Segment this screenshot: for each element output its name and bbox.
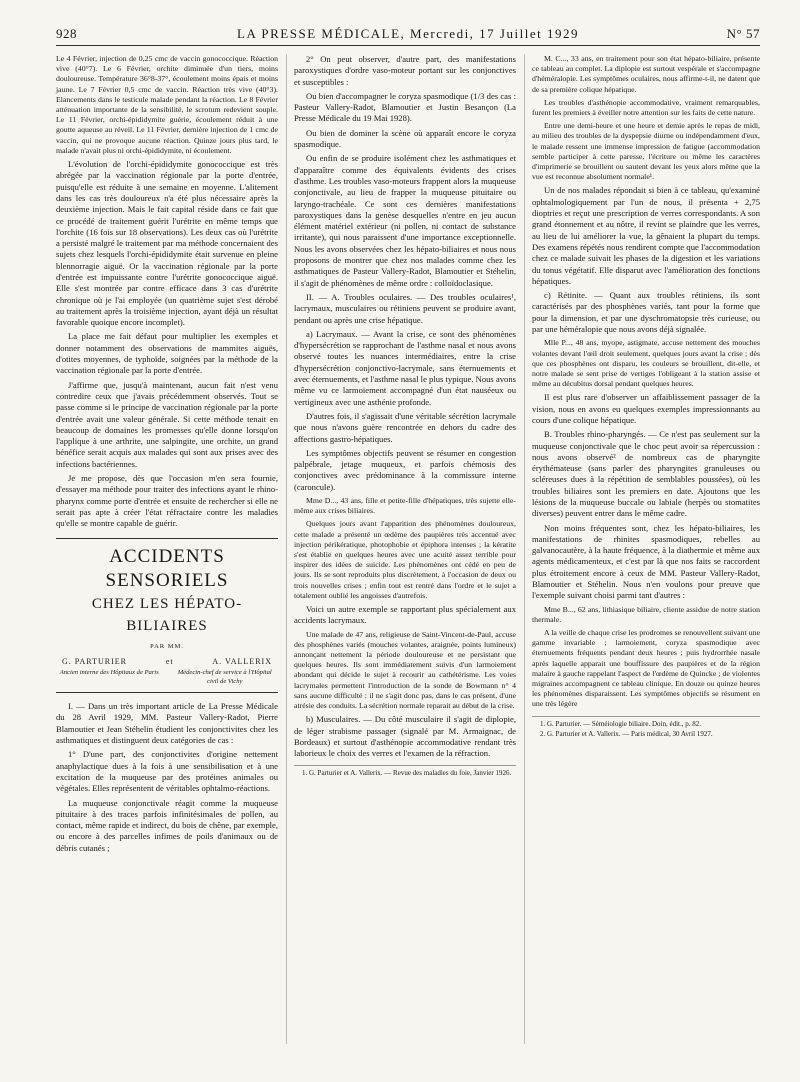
case-report: A la veille de chaque crise les prodromes se renouvellent suivant une gamme invariable ; larmoiement, coryza spasmodique avec éternuements fréquents pendant deux heures ; puis hydrorrhée nasale après laquelle apparait une bouffissure des paupières et de la région malaire à gauche rappelant l'aspect de l'œdème de Quincke ; de violentes migraines accompagnent ce tableau clinique. En douze ou quinze heures les phénomènes disparaissent. Les symptômes objectifs se résument en une très légère xyxy=(532,628,760,709)
column-3 xyxy=(532,54,760,740)
paragraph: Les symptômes objectifs peuvent se résumer en congestion palpébrale, jetage muqueux, et parfois chémosis des conjonctives avec prédominance à la commissure interne (caroncule). xyxy=(294,447,516,492)
paragraph: Ou bien d'accompagner le coryza spasmodique (1/3 des cas : Pasteur Vallery-Radot, Blamoutier et Justin Besançon (La Presse Médicale du 19 Mai 1928). xyxy=(294,90,516,124)
page-number: 928 xyxy=(56,26,77,41)
case-report: Les troubles d'asthénopie accommodative, vraiment remarquables, furent les premiers à éveiller notre attention sur les faits de cette nature. xyxy=(532,97,760,118)
paragraph: Il est plus rare d'observer un affaiblissement passager de la vision, nous en avons eu quelques exemples impressionnants au cours d'une colique hépatique. xyxy=(532,392,760,425)
paragraph: 1° D'une part, des conjonctivites d'origine nettement anaphylactique dues à la fois à une sensibilisation et à une excitation de la muqueuse par des protéines animales ou végétales. Elles représentent de véritables ophtalmo-réactions. xyxy=(56,749,278,794)
paragraph: D'autres fois, il s'agissait d'une véritable sécrétion lacrymale que nous n'avons guère rencontrée en dehors du cadre des affections gastro-hépatiques. xyxy=(294,410,516,444)
author-1: G. PARTURIER xyxy=(62,656,128,666)
case-report: Le 4 Février, injection de 0,25 cmc de vaccin gonococcique. Réaction vive (40°7). Le 6 Février, orchite diminuée d'un tiers, moins douloureuse. Température 36°8-37°, écoulement moins épais et moins jaune. Le 7 Février 0,5 cmc de vaccin. Réaction très vive (40°3). Elancements dans le testicule malade pendant la réaction. Le 8 Février atténuation importante de la sensibilité, le scrotum redevient souple. Le 11 Février, orchi-épididymite guérie, écoulement réduit à une goutte aqueuse au réveil. Le 11 Février, dernière injection de 1 cmc de vaccin, qui ne provoque aucune réaction. Quinze jours plus tard, le malade n'avait plus ni orchi-épididymite, ni écoulement. xyxy=(56,54,278,155)
paragraph: 2° On peut observer, d'autre part, des manifestations paroxystiques d'ordre vaso-moteur portant sur les conjonctives et susceptibles : xyxy=(294,54,516,87)
paragraph: Un de nos malades répondait si bien à ce tableau, qu'examiné ophtalmologiquement par l'un de nous, il présenta + 2,75 dioptries et reçut une prescription de verres correspondants. A son grand étonnement et au nôtre, il revint se plaindre que les verres, au lieu de lui améliorer la vue, la gênaient la plupart du temps. Des examens répétés nous rendirent compte que l'accommodation chez ce malade suivait les phases de la digestion et les variations du tonus végétatif. Elle disparut avec l'amélioration des fonctions hépatiques. xyxy=(532,185,760,286)
column-divider xyxy=(286,54,287,1044)
section-heading-paragraph: B. Troubles rhino-pharyngés. — Ce n'est pas seulement sur la muqueuse conjonctivale que le choc peut avoir sa répercussion : nous avons observé² de nombreux cas de pharyngite érythémateuse (sans parler des pharyngites granuleuses ou scléreuses dues à la répétition de semblables poussées), où les troubles biliaires sont les premiers en date. Ajoutons que les lésions de la muqueuse buccale ou labiale (herpès ou stomatites diverses) peuvent entrer dans le même cadre. xyxy=(532,429,760,519)
paragraph: a) Lacrymaux. — Avant la crise, ce sont des phénomènes d'hypersécrétion se rapprochant de l'asthme nasal et nous avons observé toutes les nuances intermédiaires, entre la crise d'hypersécrétion conjonctivo-lacrymale, sans éternuements et avec éternuements, et l'asthme nasal le plus typique. Nous avons même vu ce larmoiement accompagné d'un état nauséeux ou vertigineux avec une asthénie profonde. xyxy=(294,328,516,407)
article-subtitle: CHEZ LES HÉPATO-BILIAIRES xyxy=(91,595,243,634)
issue-number: N° 57 xyxy=(726,26,760,41)
journal-title: LA PRESSE MÉDICALE, Mercredi, 17 Juillet 1929 xyxy=(237,26,579,41)
paragraph: La muqueuse conjonctivale réagit comme la muqueuse pituitaire à des traces parfois infinitésimales de pollen, au contact, même rapide et indirect, du bois de chêne, par exemple, ou encore à des parcelles infimes de poils d'animaux ou de débris cutanés ; xyxy=(56,797,278,853)
paragraph: c) Rétinite. — Quant aux troubles rétiniens, ils sont caractérisés par des phosphènes variés, tant pour la forme que pour la dimension, et par une dyschromatopsie très curieuse, ou par une héméralopie que nous avons déjà signalée. xyxy=(532,290,760,334)
column-1 xyxy=(56,54,278,857)
title-rule xyxy=(56,538,278,539)
footnote: 1. G. Parturier et A. Vallerix. — Revue des maladies du foie, Janvier 1926. xyxy=(302,769,512,778)
author-2: A. VALLERIX xyxy=(212,656,272,666)
authors xyxy=(62,656,272,667)
footnotes xyxy=(532,716,760,739)
paragraph: J'affirme que, jusqu'à maintenant, aucun fait n'est venu contredire ceux que j'avais précédemment observés. Tout se passe comme si le principe de vaccination régionale par la porte d'entrée avait une valeur générale. Si cette méthode tenait en beaucoup de domaines les promesses qu'elle donne lorsqu'on l'applique à une arthrite, une salpingite, une orchite, un grand bénéfice serait acquis aux malades qui sont aux prises avec des infections bactériennes. xyxy=(56,379,278,469)
author-conjunction: et xyxy=(165,656,174,666)
footnote: 2. G. Parturier et A. Vallerix. — Paris médical, 30 Avril 1927. xyxy=(540,729,713,738)
article-title: ACCIDENTS SENSORIELS xyxy=(105,545,229,591)
affiliation-1: Ancien interne des Hôpitaux de Paris xyxy=(59,669,159,677)
column-2 xyxy=(294,54,516,779)
paragraph: Non moins fréquentes sont, chez les hépato-biliaires, les manifestations de rhinites spasmodiques, rebelles au galvanocautère, à la haute fréquence, à la diathermie et même aux agents médicamenteux, et c'est par là que nos faits se raccordent plus étroitement encore à ceux de MM. Pasteur Vallery-Radot, Blamoutier et Stéhelin. Nous n'en voulons pour preuve que l'exemple suivant choisi parmi tant d'autres : xyxy=(532,522,760,601)
article-title-block xyxy=(56,538,278,694)
title-rule xyxy=(56,692,278,693)
case-report: Quelques jours avant l'apparition des phénomènes douloureux, cette malade a présenté un œdème des paupières très accentué avec injection périkératique, photophobie et épiphora intenses ; la kératite s'est établie en quelques heures avec une acuité assez terrible pour inspirer des idées de suicide. Les phénomènes ont cédé en peu de jours. Ils se sont reproduits plus discrètement, à l'occasion de deux ou trois nouvelles crises ; enfin tout est rentré dans l'ordre et le sujet a totalement oublié les angoisses d'autrefois. xyxy=(294,519,516,600)
section-heading-paragraph: II. — A. Troubles oculaires. — Des troubles oculaires¹, lacrymaux, musculaires ou rétiniens peuvent se produire avant, pendant ou après une crise hépatique. xyxy=(294,291,516,325)
paragraph: Voici un autre exemple se rapportant plus spécialement aux accidents lacrymaux. xyxy=(294,604,516,626)
column-divider xyxy=(524,54,525,1044)
case-report: M. C..., 33 ans, en traitement pour son état hépato-biliaire, présente ce tableau au complet. La diplopie est surtout vespérale et s'accompagne d'héméralopie. Les symptômes oculaires, nous affirme-t-il, ne datent que de sa première colique hépatique. xyxy=(532,54,760,94)
paragraph: I. — Dans un très important article de La Presse Médicale du 28 Avril 1929, MM. Pasteur Vallery-Radot, Pierre Blamoutier et Jean Stéhelin étudient les conjonctivites chez les asthmatiques et distinguent deux catégories de cas : xyxy=(56,701,278,746)
paragraph: Ou bien de dominer la scène où apparaît encore le coryza spasmodique. xyxy=(294,127,516,150)
case-report: Mlle P..., 48 ans, myope, astigmate, accuse nettement des mouches volantes devant l'œil droit seulement, quelques jours avant la crise ; dès que ces phosphènes ont disparu, les couleurs se brouillent, dit-elle, et notre malade se sent prise de vertiges l'obligeant à la station assise et même au décubitus dorsal pendant quelques heures. xyxy=(532,338,760,389)
case-report: Mme D..., 43 ans, fille et petite-fille d'hépatiques, très sujette elle-même aux crises biliaires. xyxy=(294,495,516,516)
affiliation-2: Médecin-chef de service à l'Hôpital civil de Vichy xyxy=(177,669,272,685)
footnotes xyxy=(294,765,516,778)
paragraph: L'évolution de l'orchi-épididymite gonococcique est très abrégée par la vaccination régionale par la porte d'entrée, puisqu'elle est réduite à une semaine en moyenne. L'alitement dans les cas très douloureux n'a été plus nécessaire après la deuxième injection. Mais le fait capital réside dans ce fait que ce procédé de traitement guérit l'urétrite en même temps que l'orchite (16 fois sur 18 observations). Les deux cas où l'urétrite a persisté malgré le traitement par ma méthode concernaient des sujets chez lesquels l'orchi-épididymite était survenue en pleine blennorragie aiguë. Or la vaccination régionale par la porte d'entrée est impuissante contre l'urétrite gonococcique aiguë. Elle s'est montrée par contre efficace dans 3 cas d'urétrite chronique où je l'ai employée (un quatrième sujet s'est dérobé au traitement après la troisième injection, ayant déjà un résultat favorable quoique encore incomplet). xyxy=(56,159,278,328)
header-rule xyxy=(56,45,760,46)
paragraph: Ou enfin de se produire isolément chez les asthmatiques et d'apparaître comme des équivalents évidents des crises d'asthme. Les troubles vaso-moteurs frappent alors la muqueuse conjonctivale, au lieu de frapper la muqueuse pituitaire ou laryngo-trachéale. Ce sont ces dernières manifestations paroxystiques dans la genèse desquelles n'entre en jeu aucun élément matériel extérieur (ni pollen, ni contact de substance irritante), qui nous paraissent d'une importance exceptionnelle. Nous les avons observées chez les hépato-biliaires et nous nous proposons de montrer que chez nos malades comme chez les asthmatiques de Pasteur Vallery-Radot, Blamoutier et Stéhelin, il s'agit de phénomènes de même ordre : colloïdoclasique. xyxy=(294,153,516,288)
case-report: Mme B..., 62 ans, lithiasique biliaire, cliente assidue de notre station thermale. xyxy=(532,604,760,624)
footnote: 1. G. Parturier. — Séméiologie biliaire. Doin, édit., p. 82. xyxy=(540,719,701,728)
case-report: Une malade de 47 ans, religieuse de Saint-Vincent-de-Paul, accuse des phosphènes variés (mouches volantes, araignée, points lumineux) annonçant nettement la période douloureuse et ne persistant que quelques heures. Ils sont immédiatement suivis d'un larmoiement abondant qui décide le sujet à recourir au cathétérisme. Les voies lacrymales permettent l'introduction de la sonde de Bowmann n° 4 sans aucune difficulté : il ne s'agit donc pas, dans le cas présent, d'une atrésie des conduits. La sécrétion normale reparait au début de la crise. xyxy=(294,629,516,711)
paragraph: b) Musculaires. — Du côté musculaire il s'agit de diplopie, de léger strabisme passager (signalé par M. Armaignac, de Bordeaux) et surtout d'asthénopie accommodative rendant très laborieux le choix des verres et l'examen de la réfraction. xyxy=(294,714,516,759)
page-header xyxy=(56,26,760,46)
paragraph: La place me fait défaut pour multiplier les exemples et donner notamment des observations de mammites aiguës, d'otites moyennes, de typhoïde, soignées par la méthode de la vaccination régionale par la porte d'entrée. xyxy=(56,331,278,376)
paragraph: Je me propose, dès que l'occasion m'en sera fournie, d'essayer ma méthode pour traiter des infections ayant le rhino-pharynx comme porte d'entrée et ensuite de rechercher si elle ne serait pas apte à créer l'état réfractaire contre les maladies qu'elle se montre capable de guérir. xyxy=(56,473,278,529)
affiliations xyxy=(56,669,278,686)
byline-par: PAR MM. xyxy=(150,642,184,650)
case-report: Entre une demi-heure et une heure et demie après le repas de midi, au milieu des troubles de la dyspepsie diurne ou indépendamment d'eux, le malade ressent une immense impression de fatigue (accommodation semble participer à cette paresse, l'écriture ou même les caractères d'imprimerie se brouillent ou sautent devant les yeux alors même que la vue est reconnue absolument normale¹. xyxy=(532,121,760,182)
